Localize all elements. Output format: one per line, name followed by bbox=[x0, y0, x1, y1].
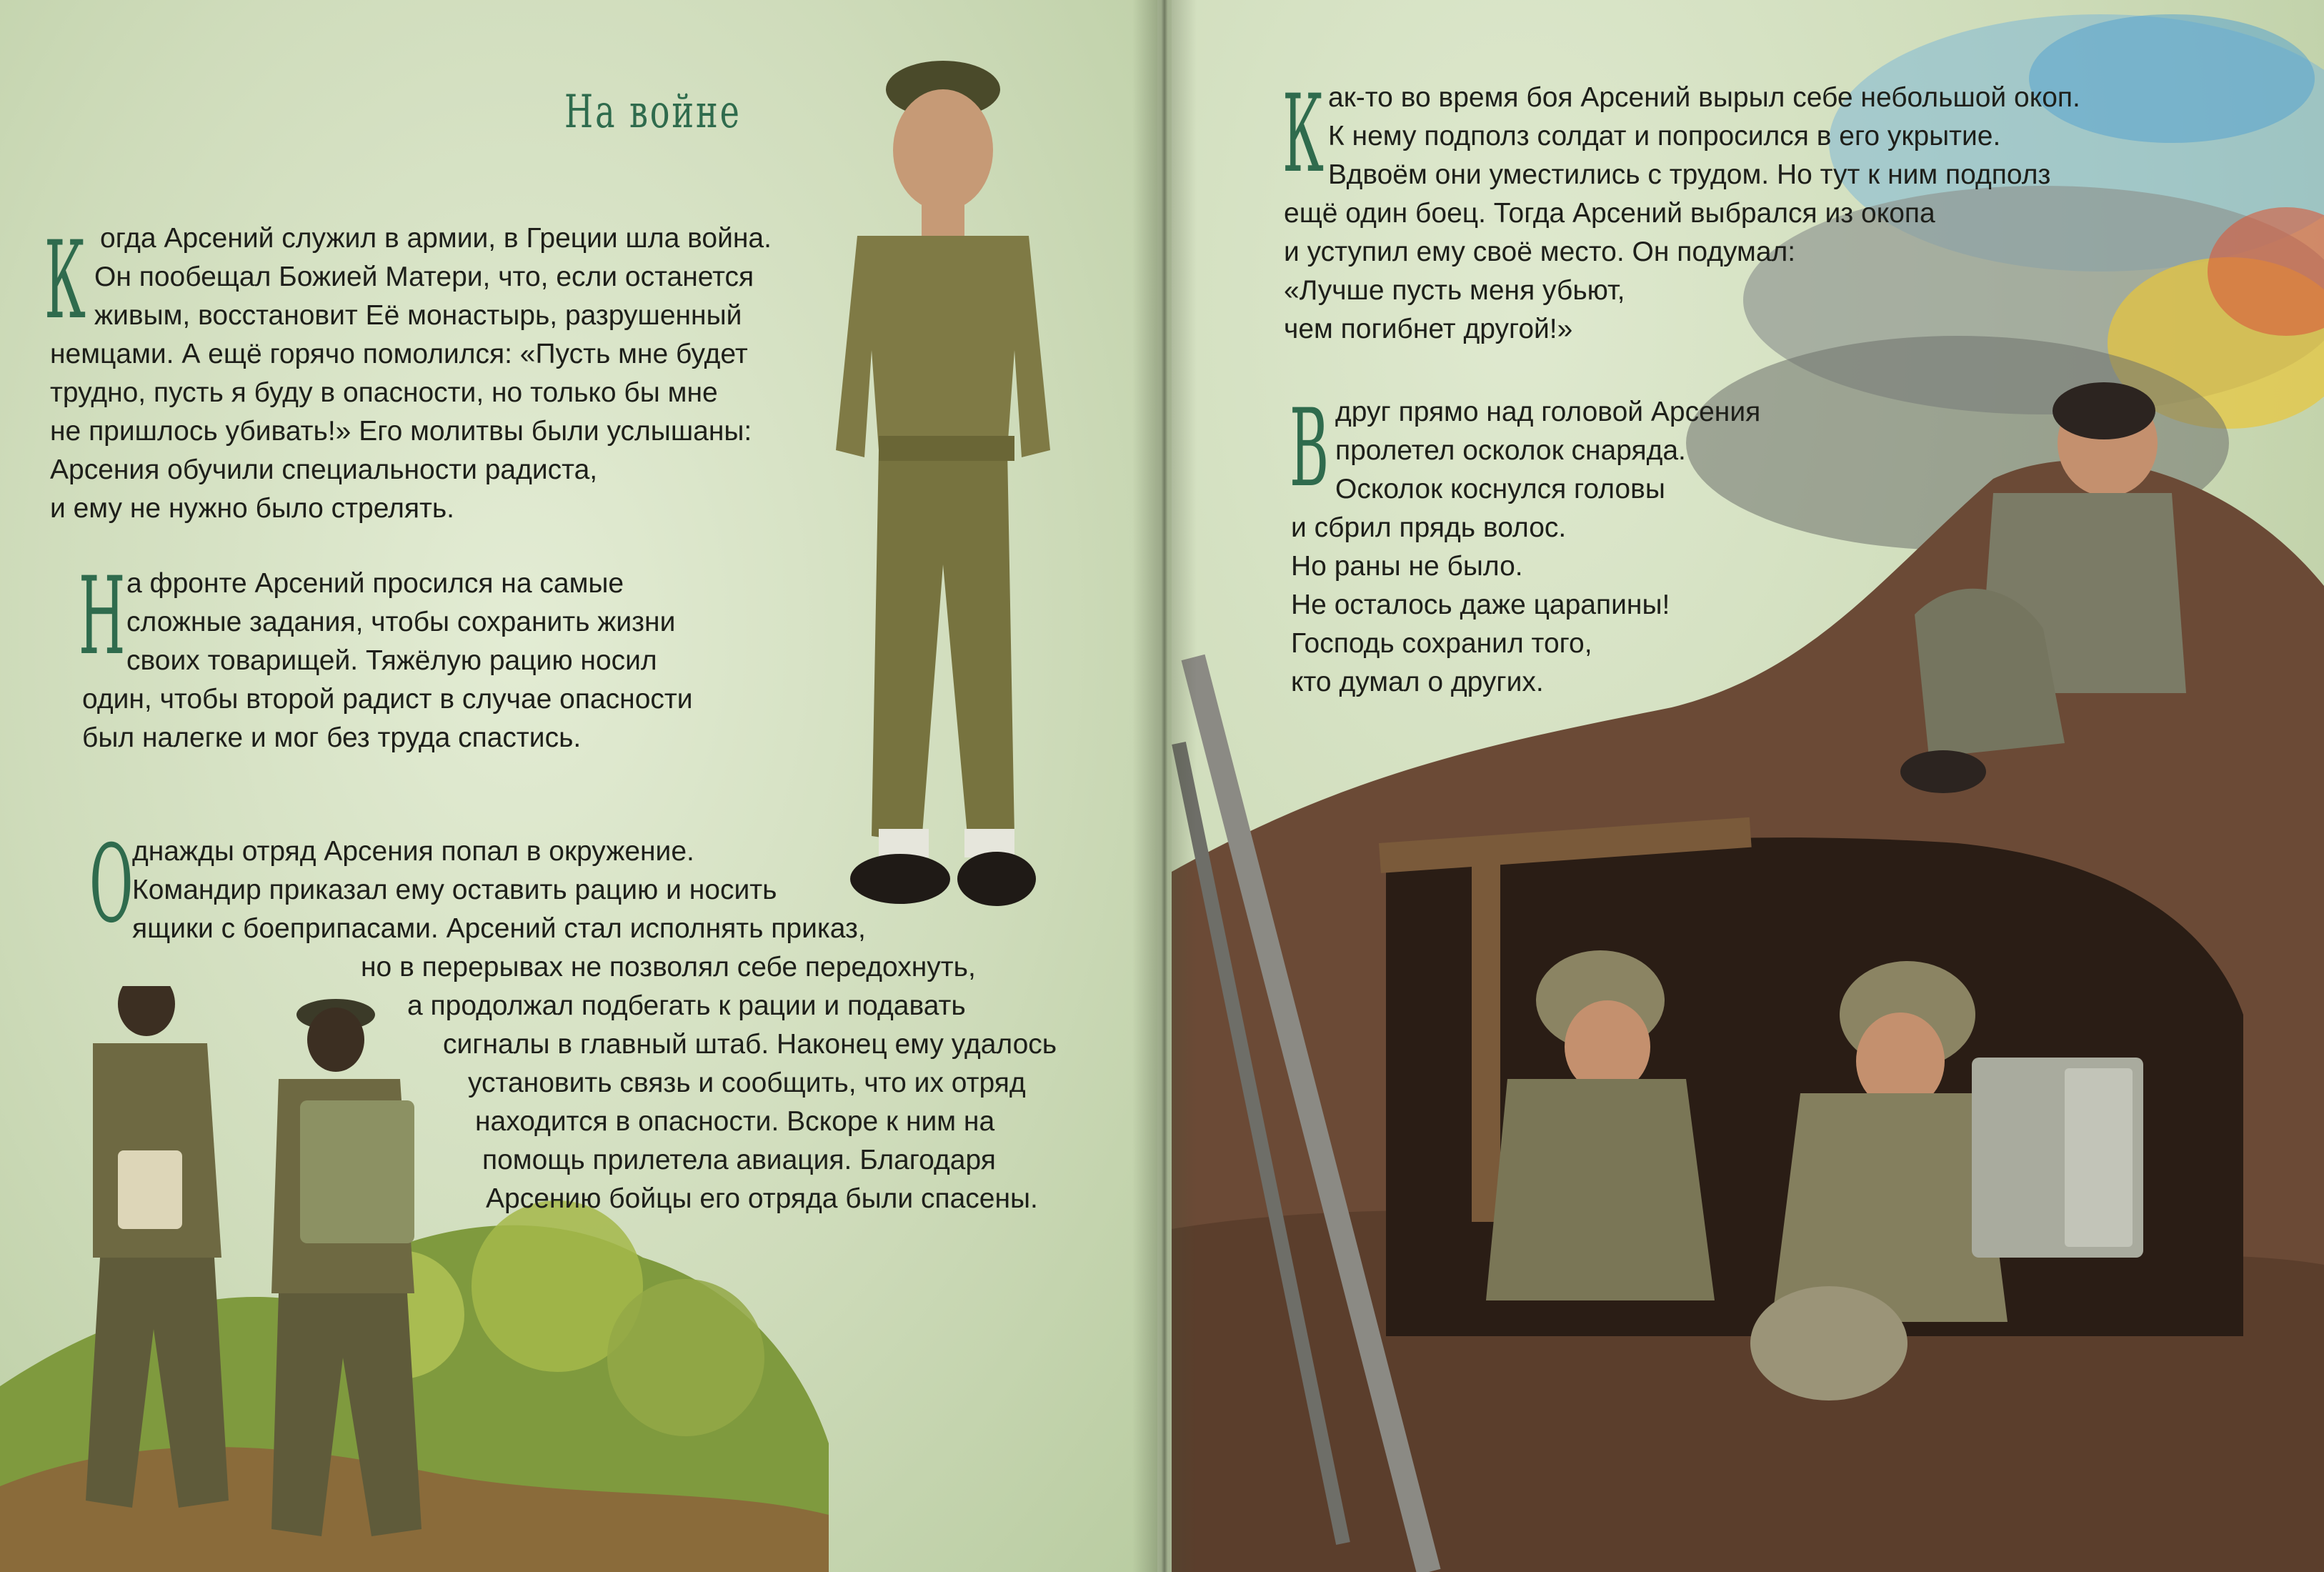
paragraph-5 bbox=[1290, 387, 1761, 702]
paragraph-3 bbox=[132, 832, 1057, 1218]
dropcap-letter: Н bbox=[79, 554, 126, 679]
text-line: а фронте Арсений просился на самые bbox=[126, 568, 624, 599]
text-line: а продолжал подбегать к рации и подавать bbox=[407, 990, 966, 1021]
dropcap-letter: О bbox=[89, 822, 134, 947]
text-line: и сбрил прядь волос. bbox=[1291, 512, 1567, 543]
chapter-title: На войне bbox=[564, 86, 742, 139]
text-line: Но раны не было. bbox=[1291, 551, 1523, 582]
text-line: сложные задания, чтобы сохранить жизни bbox=[126, 607, 676, 637]
text-line: друг прямо над головой Арсения bbox=[1335, 397, 1761, 427]
text-line: Арсения обучили специальности радиста, bbox=[50, 454, 598, 485]
paragraph-2 bbox=[82, 564, 693, 757]
text-line: К нему подполз солдат и попросился в его укрытие. bbox=[1328, 121, 2001, 151]
text-line: Не осталось даже царапины! bbox=[1291, 590, 1670, 620]
text-line: ящики с боеприпасами. Арсений стал исполнять приказ, bbox=[132, 913, 866, 944]
book-gutter bbox=[1132, 0, 1197, 1572]
text-line: находится в опасности. Вскоре к ним на bbox=[475, 1106, 995, 1137]
dropcap-letter: К bbox=[44, 219, 86, 343]
text-line: огда Арсений служил в армии, в Греции шла война. bbox=[100, 223, 772, 254]
text-line: Господь сохранил того, bbox=[1291, 628, 1592, 659]
text-line: Осколок коснулся головы bbox=[1335, 474, 1665, 504]
text-line: один, чтобы второй радист в случае опасности bbox=[82, 684, 693, 715]
text-line: «Лучше пусть меня убьют, bbox=[1284, 275, 1625, 306]
text-line: Арсению бойцы его отряда были спасены. bbox=[486, 1183, 1038, 1214]
dropcap-letter: К bbox=[1282, 72, 1325, 196]
text-line: днажды отряд Арсения попал в окружение. bbox=[132, 836, 694, 867]
text-line: немцами. А ещё горячо помолился: «Пусть мне будет bbox=[50, 339, 748, 369]
text-line: трудно, пусть я буду в опасности, но только бы мне bbox=[50, 377, 718, 408]
text-line: не пришлось убивать!» Его молитвы были услышаны: bbox=[50, 416, 752, 447]
text-line: ещё один боец. Тогда Арсений выбрался из окопа bbox=[1284, 198, 1935, 229]
text-line: установить связь и сообщить, что их отряд bbox=[468, 1068, 1026, 1098]
text-line: своих товарищей. Тяжёлую рацию носил bbox=[126, 645, 657, 676]
text-line: ак-то во время боя Арсений вырыл себе небольшой окоп. bbox=[1328, 82, 2080, 113]
text-line: но в перерывах не позволял себе передохнуть, bbox=[361, 952, 976, 983]
dropcap-letter: В bbox=[1290, 387, 1330, 511]
text-line: Вдвоём они уместились с трудом. Но тут к ним подполз bbox=[1328, 159, 2051, 190]
text-line: пролетел осколок снаряда. bbox=[1335, 435, 1686, 466]
text-line: кто думал о других. bbox=[1291, 667, 1544, 697]
text-line: и ему не нужно было стрелять. bbox=[50, 493, 455, 524]
text-line: сигналы в главный штаб. Наконец ему удалось bbox=[443, 1029, 1057, 1060]
text-line: Командир приказал ему оставить рацию и носить bbox=[132, 875, 777, 905]
paragraph-4 bbox=[1282, 72, 2080, 349]
soldier-portrait-illustration bbox=[800, 50, 1107, 957]
text-line: живым, восстановит Её монастырь, разрушенный bbox=[94, 300, 742, 331]
text-line: помощь прилетела авиация. Благодаря bbox=[482, 1145, 996, 1175]
text-line: и уступил ему своё место. Он подумал: bbox=[1284, 237, 1796, 267]
right-page bbox=[1172, 0, 2324, 1572]
text-line: Он пообещал Божией Матери, что, если останется bbox=[94, 262, 754, 292]
text-line: чем погибнет другой!» bbox=[1284, 314, 1573, 344]
paragraph-1 bbox=[50, 219, 772, 528]
text-line: был налегке и мог без труда спастись. bbox=[82, 722, 582, 753]
left-page bbox=[0, 0, 1157, 1572]
